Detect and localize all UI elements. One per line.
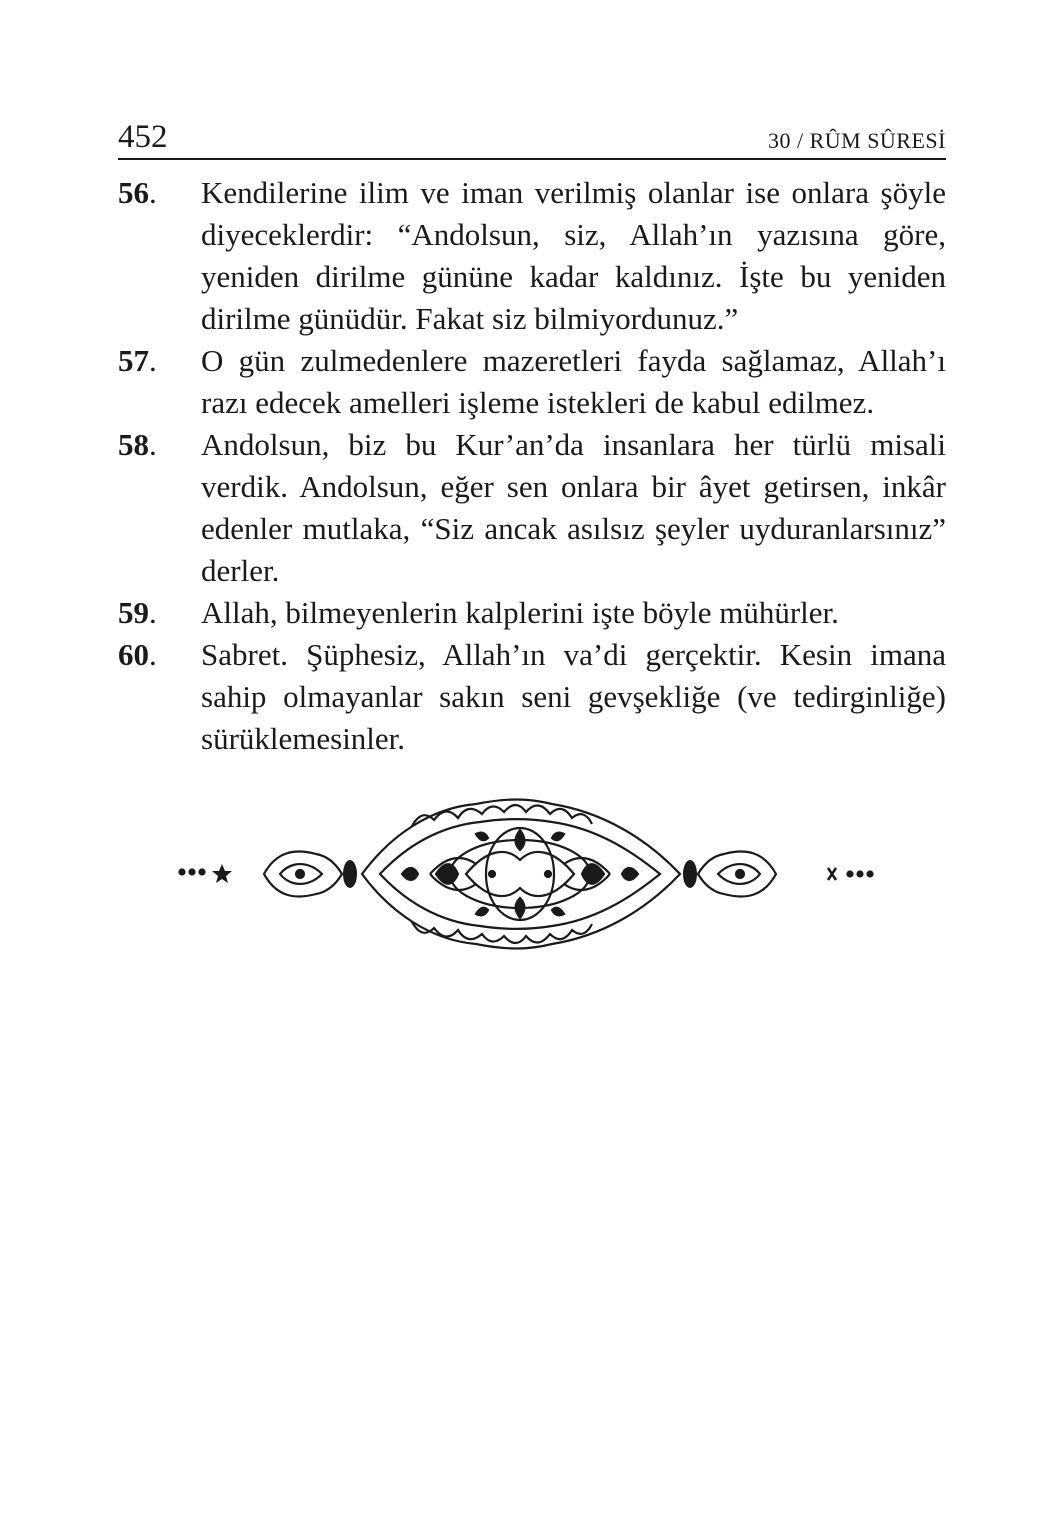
running-head: 30 / RÛM SÛRESİ bbox=[767, 128, 946, 153]
verse-number: 56. bbox=[118, 175, 157, 210]
verse-58 bbox=[118, 424, 946, 592]
verse-59 bbox=[118, 592, 946, 634]
verse-list bbox=[118, 172, 946, 760]
verse-56 bbox=[118, 172, 946, 340]
verse-text: Allah, bilmeyenlerin kalplerini işte böyle mühürler. bbox=[201, 595, 839, 630]
page-number: 452 bbox=[118, 119, 168, 155]
verse-text: Kendilerine ilim ve iman verilmiş olanlar ise onlara şöyle diyeceklerdir: “Andolsun, siz, Allah’ın yazısına göre, yeniden dirilme gününe kadar kaldınız. İşte bu yeniden dirilme günüdür. Fakat siz bilmiyordunuz.” bbox=[201, 175, 946, 336]
page-header bbox=[118, 112, 946, 160]
floral-ornament-icon bbox=[176, 790, 880, 970]
verse-number: 57. bbox=[118, 343, 157, 378]
verse-number: 58. bbox=[118, 427, 157, 462]
verse-57 bbox=[118, 340, 946, 424]
verse-number: 60. bbox=[118, 637, 157, 672]
verse-text: O gün zulmedenlere mazeretleri fayda sağlamaz, Allah’ı razı edecek amelleri işleme istekleri de kabul edilmez. bbox=[201, 343, 946, 420]
verse-60 bbox=[118, 634, 946, 760]
verse-text: Andolsun, biz bu Kur’an’da insanlara her türlü misali verdik. Andolsun, eğer sen onlara bir âyet getirsen, inkâr edenler mutlaka, “Siz ancak asılsız şeyler uyduranlarsınız” derler. bbox=[201, 427, 946, 588]
verse-number: 59. bbox=[118, 595, 157, 630]
verse-text: Sabret. Şüphesiz, Allah’ın va’di gerçektir. Kesin imana sahip olmayanlar sakın seni gevşekliğe (ve tedirginliğe) sürüklemesinler. bbox=[201, 637, 946, 756]
